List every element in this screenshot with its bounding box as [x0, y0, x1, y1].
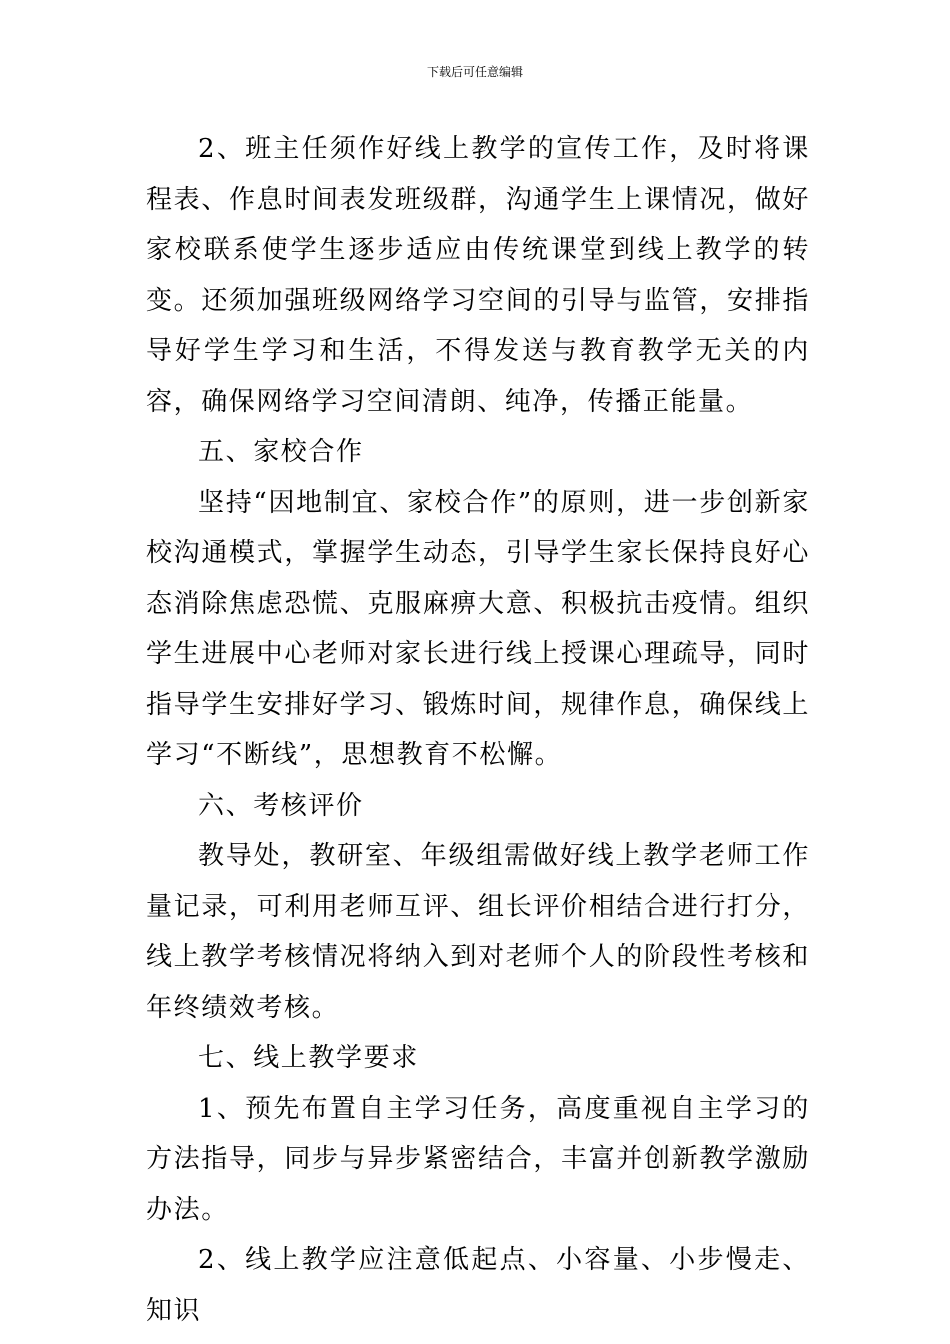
paragraph-class-teacher-publicity: 2、班主任须作好线上教学的宣传工作，及时将课程表、作息时间表发班级群，沟通学生上课情况，做好家校联系使学生逐步适应由传统课堂到线上教学的转变。还须加强班级网络学习空间的引导与监管，安排指导好学生学习和生活，不得发送与教育教学无关的内容，确保网络学习空间清朗、纯净，传播正能量。: [146, 134, 810, 417]
paragraph-assessment: 教导处，教研室、年级组需做好线上教学老师工作量记录，可利用老师互评、组长评价相结合进行打分，线上教学考核情况将纳入到对老师个人的阶段性考核和年终绩效考核。: [146, 841, 810, 1023]
document-body: [146, 124, 810, 1336]
paragraph-requirement-1: 1、预先布置自主学习任务，高度重视自主学习的方法指导，同步与异步紧密结合，丰富并创新教学激励办法。: [146, 1093, 810, 1225]
section-heading-assessment: 六、考核评价: [198, 790, 364, 821]
paragraph-home-school-cooperation: 坚持“因地制宜、家校合作”的原则，进一步创新家校沟通模式，掌握学生动态，引导学生家长保持良好心态消除焦虑恐慌、克服麻痹大意、积极抗击疫情。组织学生进展中心老师对家长进行线上授课心理疏导，同时指导学生安排好学习、锻炼时间，规律作息，确保线上学习“不断线”，思想教育不松懈。: [146, 487, 810, 770]
section-heading-online-teaching-requirements: 七、线上教学要求: [198, 1043, 419, 1073]
section-heading-home-school-cooperation: 五、家校合作: [198, 437, 364, 467]
paragraph-requirement-2: 2、线上教学应注意低起点、小容量、小步慢走、知识: [146, 1245, 810, 1326]
page-header: 下载后可任意编辑: [426, 65, 523, 79]
